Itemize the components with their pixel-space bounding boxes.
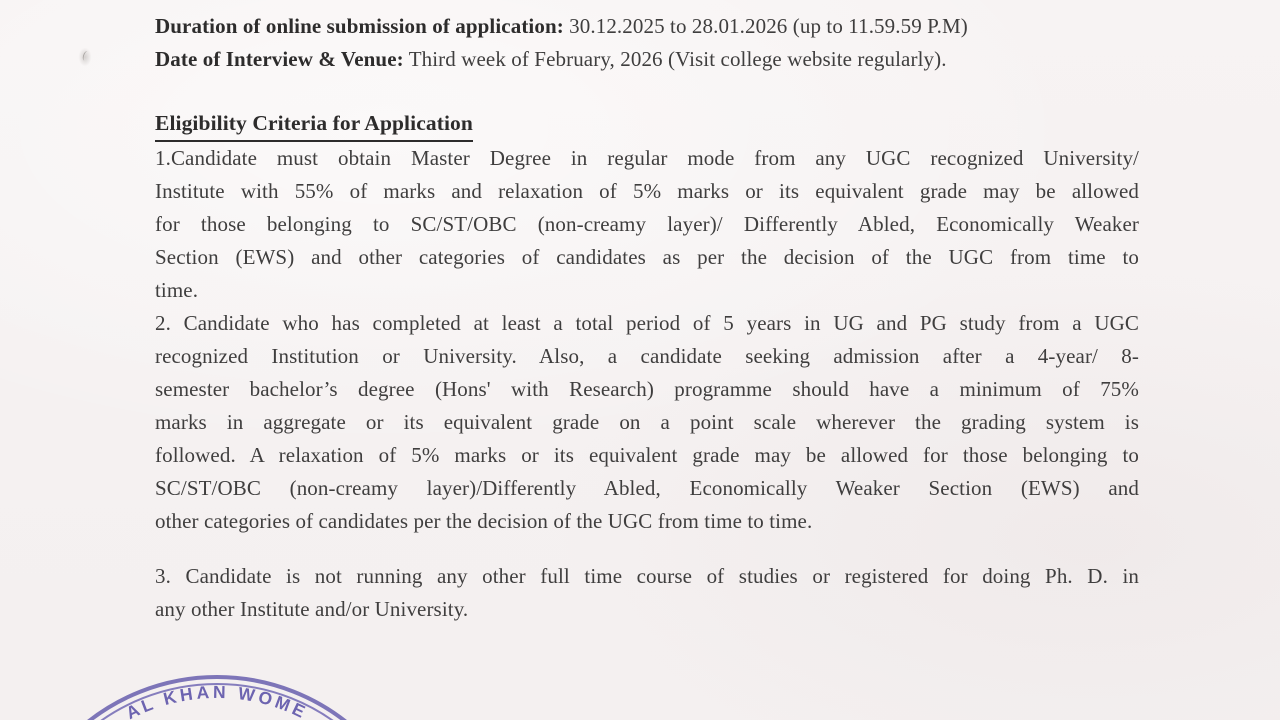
text-line: Section (EWS) and other categories of candidates as per the decision of the UGC from time to bbox=[155, 245, 1139, 269]
interview-date-value: Third week of February, 2026 (Visit college website regularly). bbox=[403, 47, 947, 71]
section-heading-row bbox=[155, 107, 1139, 142]
submission-duration-value: 30.12.2025 to 28.01.2026 (up to 11.59.59 P.M) bbox=[563, 14, 968, 38]
interview-date-label: Date of Interview & Venue: bbox=[155, 47, 404, 71]
text-line: marks in aggregate or its equivalent grade on a point scale wherever the grading system is bbox=[155, 410, 1139, 434]
text-line: Institute with 55% of marks and relaxation of 5% marks or its equivalent grade may be allowed bbox=[155, 179, 1139, 203]
text-line: SC/ST/OBC (non-creamy layer)/Differently Abled, Economically Weaker Section (EWS) and bbox=[155, 476, 1139, 500]
text-line: time. bbox=[155, 278, 199, 302]
text-line: 1.Candidate must obtain Master Degree in regular mode from any UGC recognized University/ bbox=[155, 146, 1139, 170]
text-line: 3. Candidate is not running any other full time course of studies or registered for doing Ph. D. in bbox=[155, 564, 1139, 588]
scan-smudge-mark bbox=[76, 44, 94, 70]
eligibility-point-2 bbox=[155, 307, 1139, 538]
section-heading: Eligibility Criteria for Application bbox=[155, 107, 473, 142]
text-line: 2. Candidate who has completed at least a total period of 5 years in UG and PG study from a UGC bbox=[155, 311, 1139, 335]
submission-duration-label: Duration of online submission of application: bbox=[155, 14, 564, 38]
text-line: for those belonging to SC/ST/OBC (non-creamy layer)/ Differently Abled, Economically Weaker bbox=[155, 212, 1139, 236]
stamp-arc-text: AL KHAN WOME bbox=[122, 681, 312, 720]
eligibility-point-1 bbox=[155, 142, 1139, 307]
interview-date-line bbox=[155, 43, 1139, 76]
eligibility-point-3 bbox=[155, 560, 1139, 626]
document-content bbox=[155, 10, 1139, 626]
text-line: followed. A relaxation of 5% marks or its equivalent grade may be allowed for those belonging to bbox=[155, 443, 1139, 467]
submission-duration-line bbox=[155, 10, 1139, 43]
text-line: any other Institute and/or University. bbox=[155, 597, 469, 621]
text-line: other categories of candidates per the decision of the UGC from time to time. bbox=[155, 509, 813, 533]
college-seal-stamp bbox=[5, 670, 429, 720]
text-line: recognized Institution or University. Also, a candidate seeking admission after a 4-year/ 8- bbox=[155, 344, 1139, 368]
text-line: semester bachelor’s degree (Hons' with Research) programme should have a minimum of 75% bbox=[155, 377, 1139, 401]
